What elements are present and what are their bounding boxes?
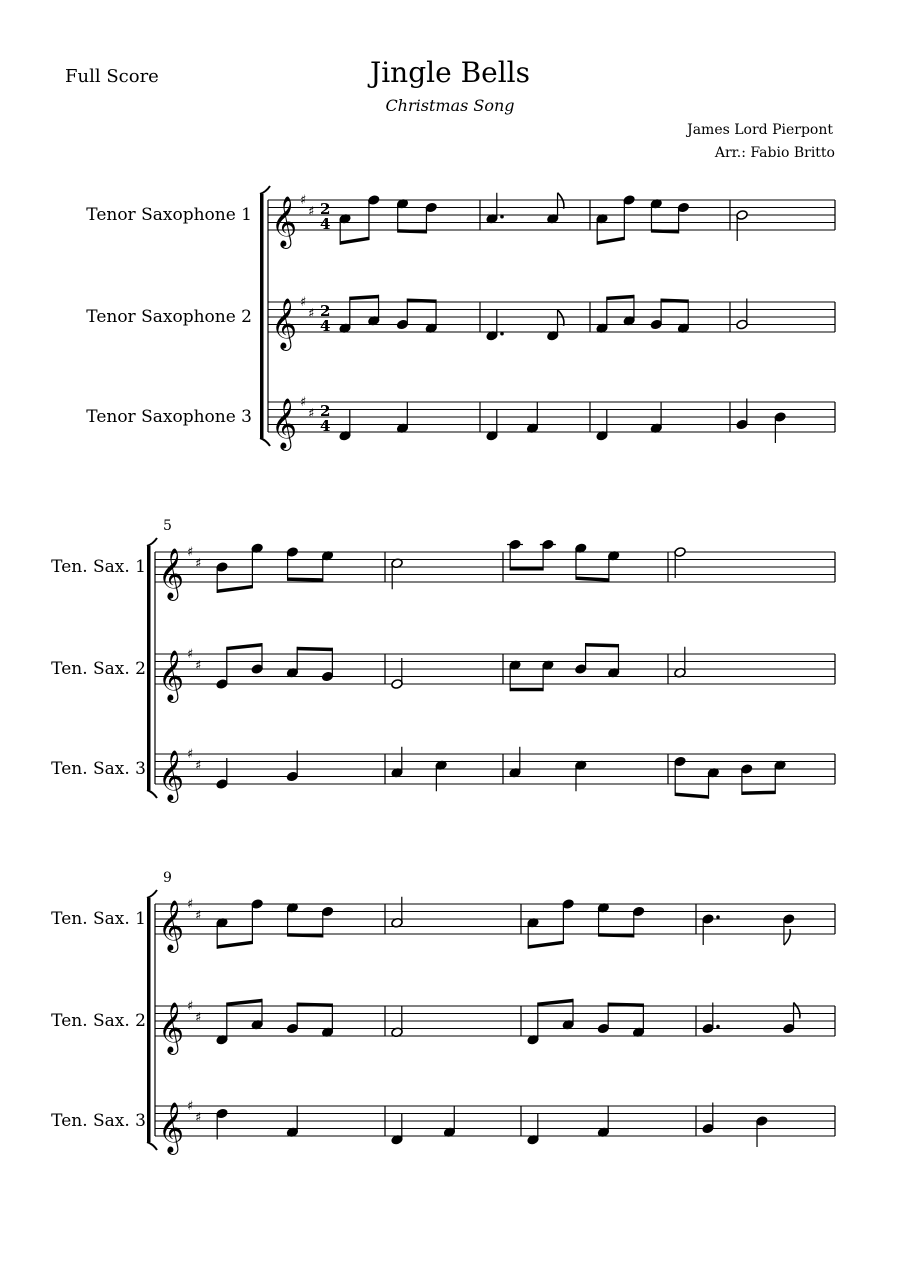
composer-credit: James Lord Pierpont [687, 122, 833, 138]
time-signature-bottom: 4 [320, 317, 331, 335]
treble-clef-icon: 𝄞 [158, 1002, 185, 1053]
bracket-top-hook [260, 186, 270, 194]
note-beam [217, 585, 252, 593]
system-bracket [260, 194, 264, 438]
sharp-icon: ♯ [187, 545, 194, 560]
part-label: Ten. Sax. 2 [51, 1011, 146, 1031]
part-label: Ten. Sax. 3 [51, 759, 146, 779]
sharp-icon: ♯ [187, 897, 194, 912]
note-flag [784, 929, 790, 945]
treble-clef-icon: 𝄞 [158, 1102, 185, 1153]
sharp-icon: ♯ [195, 1010, 202, 1026]
sharp-icon: ♯ [308, 204, 315, 220]
bracket-bottom-hook [147, 1142, 157, 1150]
time-signature-top: 2 [320, 200, 331, 218]
sharp-icon: ♯ [187, 647, 194, 662]
part-label: Tenor Saxophone 2 [86, 307, 252, 327]
note-beam [576, 576, 609, 581]
note-beam [675, 792, 708, 798]
time-signature-top: 2 [320, 402, 331, 420]
sharp-icon: ♯ [308, 406, 315, 422]
note-beam [510, 567, 543, 571]
part-label: Tenor Saxophone 1 [86, 205, 252, 225]
score-title: Jingle Bells [370, 56, 530, 89]
treble-clef-icon: 𝄞 [271, 196, 298, 247]
score-subtitle: Christmas Song [385, 96, 515, 115]
augmentation-dot [500, 332, 504, 336]
note-beam [350, 295, 379, 300]
bracket-top-hook [147, 538, 157, 546]
sharp-icon: ♯ [300, 193, 307, 208]
treble-clef-icon: 𝄞 [158, 900, 185, 951]
sharp-icon: ♯ [187, 999, 194, 1014]
treble-clef-icon: 𝄞 [158, 750, 185, 801]
time-signature-bottom: 4 [320, 215, 331, 233]
note-flag [794, 1003, 800, 1019]
part-label: Ten. Sax. 2 [51, 659, 146, 679]
sharp-icon: ♯ [300, 295, 307, 310]
note-beam [217, 941, 252, 949]
note-flag [558, 310, 564, 326]
part-label: Ten. Sax. 3 [51, 1111, 146, 1131]
note-beam [297, 647, 332, 651]
part-label: Tenor Saxophone 3 [86, 407, 252, 427]
sharp-icon: ♯ [300, 395, 307, 410]
measure-number: 9 [163, 870, 172, 886]
sharp-icon: ♯ [187, 747, 194, 762]
note-flag [558, 193, 564, 209]
augmentation-dot [716, 1025, 720, 1029]
note-beam [607, 295, 634, 300]
note-beam [528, 941, 563, 949]
full-score-label: Full Score [65, 66, 159, 87]
time-signature-top: 2 [320, 302, 331, 320]
note-beam [538, 999, 573, 1006]
bracket-bottom-hook [147, 790, 157, 798]
sharp-icon: ♯ [195, 908, 202, 924]
note-beam [510, 688, 543, 692]
sharp-icon: ♯ [195, 658, 202, 674]
note-beam [597, 237, 624, 245]
note-beam [586, 643, 619, 647]
treble-clef-icon: 𝄞 [158, 650, 185, 701]
sharp-icon: ♯ [187, 1099, 194, 1114]
part-label: Ten. Sax. 1 [51, 557, 146, 577]
system-bracket [147, 898, 151, 1142]
part-label: Ten. Sax. 1 [51, 909, 146, 929]
note-beam [288, 577, 323, 581]
augmentation-dot [716, 915, 720, 919]
note-beam [227, 643, 262, 650]
treble-clef-icon: 𝄞 [271, 398, 298, 449]
bracket-bottom-hook [260, 438, 270, 446]
sharp-icon: ♯ [195, 556, 202, 572]
treble-clef-icon: 𝄞 [271, 298, 298, 349]
arranger-credit: Arr.: Fabio Britto [714, 145, 835, 161]
treble-clef-icon: 𝄞 [158, 548, 185, 599]
sharp-icon: ♯ [308, 306, 315, 322]
note-beam [340, 237, 369, 245]
augmentation-dot [500, 215, 504, 219]
bracket-top-hook [147, 890, 157, 898]
note-beam [227, 999, 262, 1006]
sharp-icon: ♯ [195, 1110, 202, 1126]
measure-number: 5 [163, 518, 172, 534]
note-beam [742, 791, 775, 795]
time-signature-bottom: 4 [320, 417, 331, 435]
system-bracket [147, 546, 151, 790]
sharp-icon: ♯ [195, 758, 202, 774]
